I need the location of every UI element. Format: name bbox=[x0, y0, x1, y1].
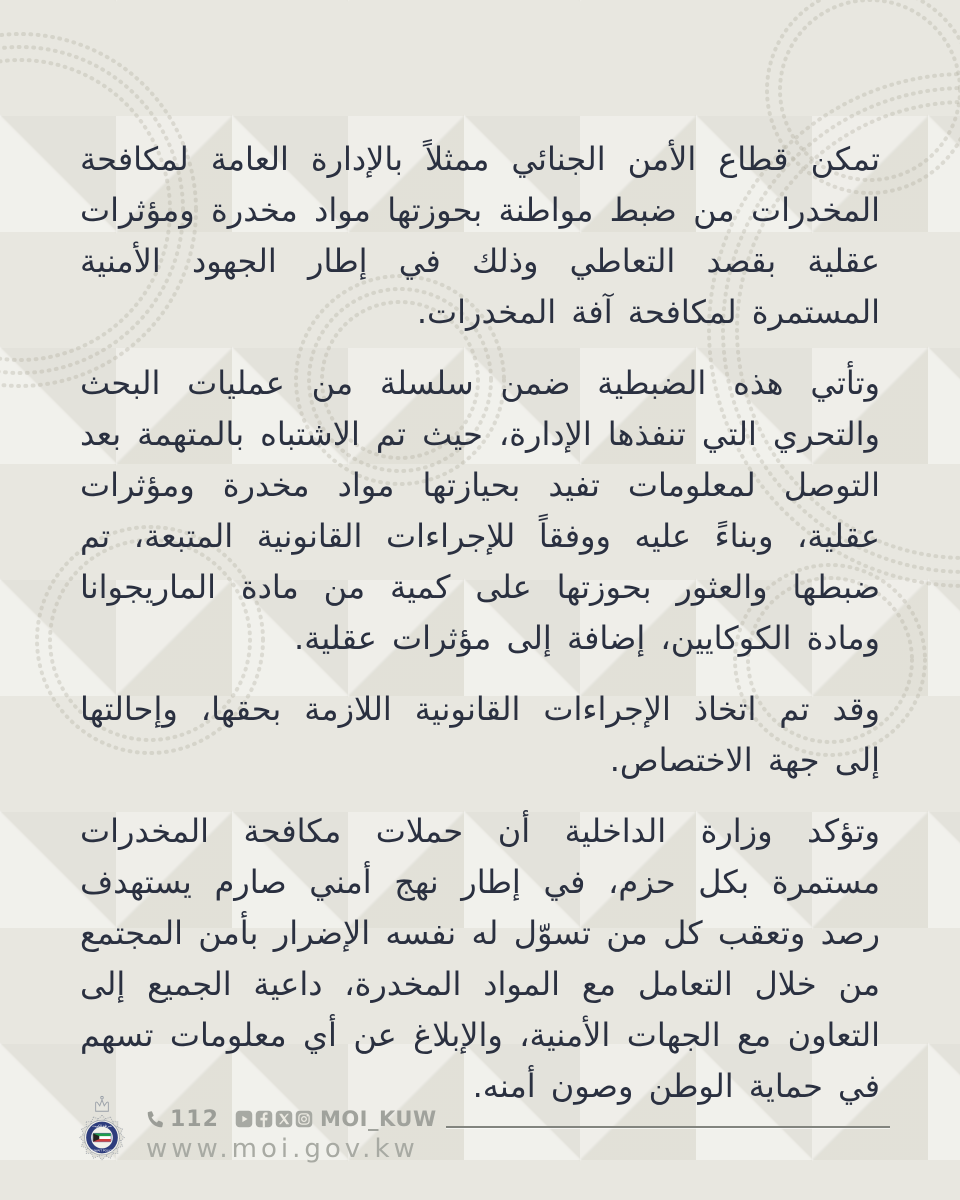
footer-contact-block bbox=[146, 1094, 890, 1164]
badge-crown bbox=[96, 1096, 109, 1111]
body-paragraph-2: وتأتي هذه الضبطية ضمن سلسلة من عمليات البحث والتحري التي تنفذها الإدارة، حيث تم الاشتباه بالمتهمة بعد التوصل لمعلومات تفيد بحيازتها مواد مخدرة ومؤثرات عقلية، وبناءً عليه ووفقاً للإجراءات القانونية المتبعة، تم ضبطها والعثور بحوزتها على كمية من مادة الماريجوانا ومادة الكوكايين، إضافة إلى مؤثرات عقلية. bbox=[80, 364, 880, 657]
x-icon bbox=[275, 1110, 293, 1128]
kuwait-police-badge-logo bbox=[73, 1094, 131, 1172]
footer-contact-row bbox=[146, 1107, 890, 1131]
moi-footer bbox=[73, 1094, 890, 1172]
badge-ring-text-arabic: شرطة الكويت bbox=[92, 1123, 112, 1128]
footer-divider bbox=[446, 1126, 890, 1128]
website-url: www.moi.gov.kw bbox=[146, 1134, 419, 1164]
instagram-icon bbox=[295, 1110, 313, 1128]
badge-ring-text-english: KUWAIT POLICE bbox=[90, 1148, 114, 1153]
statement-body bbox=[80, 134, 880, 1132]
facebook-icon bbox=[255, 1110, 273, 1128]
phone-icon bbox=[146, 1110, 165, 1129]
body-paragraph-3: وقد تم اتخاذ الإجراءات القانونية اللازمة بحقها، وإحالتها إلى جهة الاختصاص. bbox=[80, 690, 880, 779]
body-paragraph-1: تمكن قطاع الأمن الجنائي ممثلاً بالإدارة العامة لمكافحة المخدرات من ضبط مواطنة بحوزتها مواد مخدرة ومؤثرات عقلية بقصد التعاطي وذلك في إطار الجهود الأمنية المستمرة لمكافحة آفة المخدرات. bbox=[80, 140, 880, 331]
youtube-icon bbox=[235, 1110, 253, 1128]
emergency-number: 112 bbox=[170, 1106, 219, 1132]
social-icons bbox=[235, 1110, 313, 1128]
kuwait-flag bbox=[93, 1133, 111, 1142]
body-paragraph-4: وتؤكد وزارة الداخلية أن حملات مكافحة المخدرات مستمرة بكل حزم، في إطار نهج أمني صارم يستهدف رصد وتعقب كل من تسوّل له نفسه الإضرار بأمن المجتمع من خلال التعامل مع المواد المخدرة، داعية الجميع إلى التعاون مع الجهات الأمنية، والإبلاغ عن أي معلومات تسهم في حماية الوطن وصون أمنه. bbox=[80, 812, 880, 1105]
social-handle: MOI_KUW bbox=[319, 1107, 437, 1131]
